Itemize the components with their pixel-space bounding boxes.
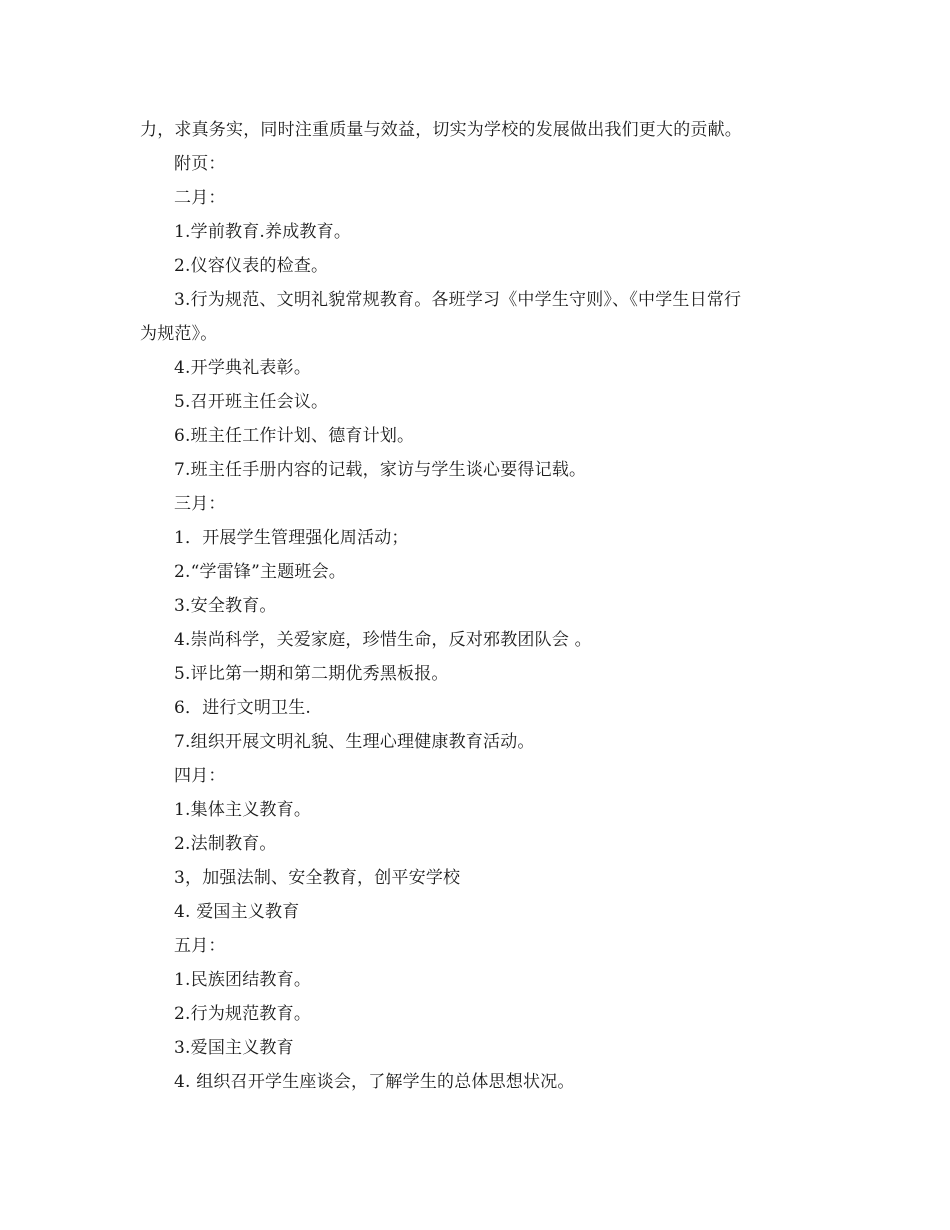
list-item: 6.班主任工作计划、德育计划。 [174,426,415,446]
list-item-continuation: 为规范》。 [140,324,218,344]
list-item: 7.班主任手册内容的记载，家访与学生谈心要得记载。 [174,460,587,480]
list-item: 1.学前教育.养成教育。 [174,222,352,242]
list-item: 3.行为规范、文明礼貌常规教育。各班学习《中学生守则》、《中学生日常行 [174,290,742,310]
list-item: 1.民族团结教育。 [174,970,312,990]
paragraph-continuation: 力，求真务实，同时注重质量与效益，切实为学校的发展做出我们更大的贡献。 [140,120,742,140]
list-item: 3.爱国主义教育 [174,1038,294,1058]
month-heading-april: 四月： [174,766,226,786]
list-item: 2.行为规范教育。 [174,1004,312,1024]
list-item: 7.组织开展文明礼貌、生理心理健康教育活动。 [174,732,535,752]
month-heading-march: 三月： [174,494,226,514]
list-item: 6．进行文明卫生. [174,698,312,718]
appendix-heading: 附页： [174,154,226,174]
list-item: 5.评比第一期和第二期优秀黑板报。 [174,664,449,684]
list-item: 4.开学典礼表彰。 [174,358,312,378]
list-item: 1.集体主义教育。 [174,800,312,820]
list-item: 2.“学雷锋”主题班会。 [174,562,347,582]
list-item: 5.召开班主任会议。 [174,392,329,412]
month-heading-may: 五月： [174,936,226,956]
list-item: 4.崇尚科学，关爱家庭，珍惜生命，反对邪教团队会 。 [174,630,592,650]
list-item: 2.法制教育。 [174,834,277,854]
document-body [140,113,820,1099]
list-item: 4. 爱国主义教育 [174,902,300,922]
list-item: 2.仪容仪表的检查。 [174,256,329,276]
list-item: 3.安全教育。 [174,596,277,616]
list-item: 1．开展学生管理强化周活动； [174,528,409,548]
month-heading-february: 二月： [174,188,226,208]
list-item: 3，加强法制、安全教育，创平安学校 [174,868,461,888]
list-item: 4. 组织召开学生座谈会，了解学生的总体思想状况。 [174,1072,575,1092]
